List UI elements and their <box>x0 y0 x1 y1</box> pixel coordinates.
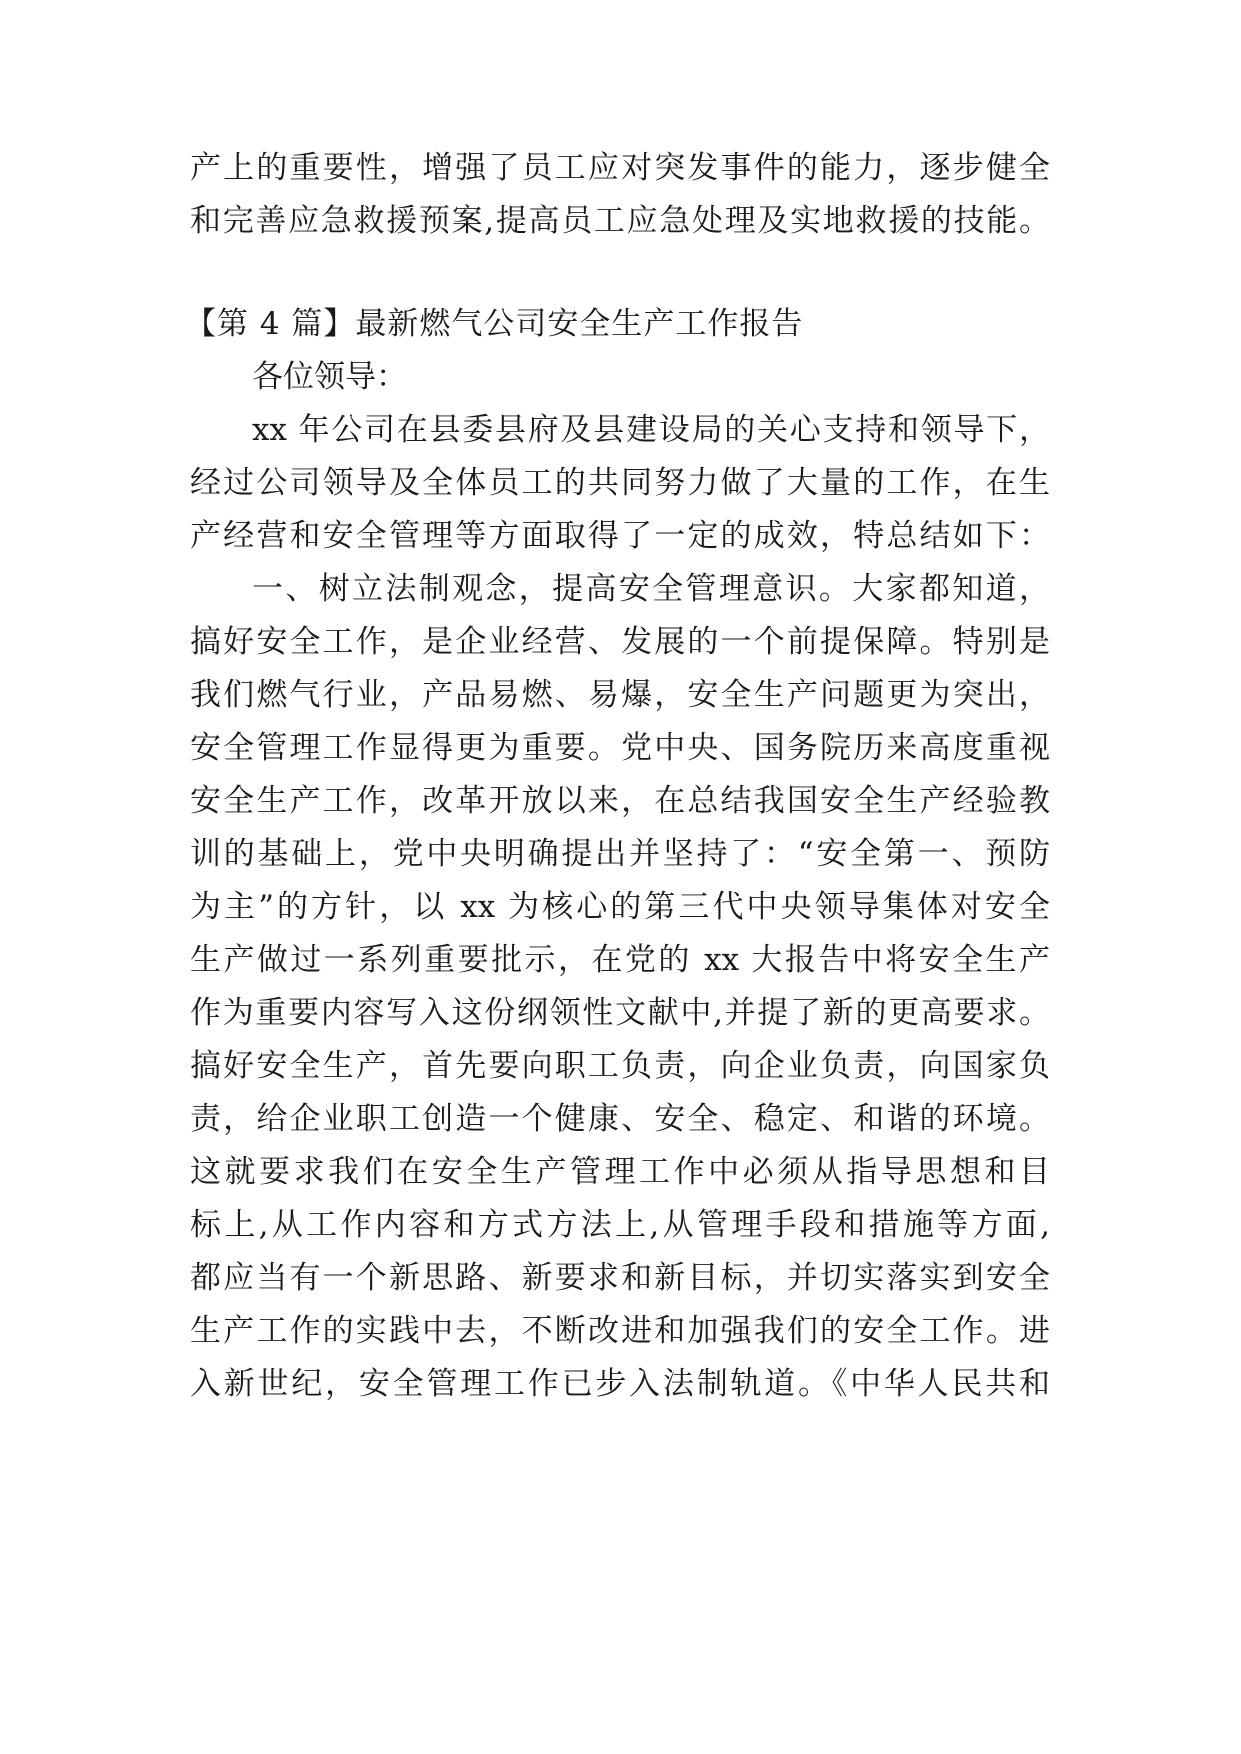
paragraph2-line-3: 我们燃气行业，产品易燃、易爆，安全生产问题更为突出， <box>190 677 1050 713</box>
paragraph2-line-8: 生产做过一系列重要批示，在党的 xx 大报告中将安全生产 <box>190 942 1050 978</box>
paragraph1-line-2: 经过公司领导及全体员工的共同努力做了大量的工作，在生 <box>190 465 1050 501</box>
paragraph2-line-2: 搞好安全工作，是企业经营、发展的一个前提保障。特别是 <box>190 624 1050 660</box>
paragraph2-line-9: 作为重要内容写入这份纲领性文献中,并提了新的更高要求。 <box>190 995 1050 1031</box>
paragraph2-line-11: 责，给企业职工创造一个健康、安全、稳定、和谐的环境。 <box>190 1101 1050 1137</box>
carryover-line-2: 和完善应急救援预案,提高员工应急处理及实地救援的技能。 <box>190 203 1050 239</box>
paragraph2-line-15: 生产工作的实践中去，不断改进和加强我们的安全工作。进 <box>190 1313 1050 1349</box>
carryover-line-1: 产上的重要性，增强了员工应对突发事件的能力，逐步健全 <box>190 150 1050 186</box>
article-heading: 【第 4 篇】最新燃气公司安全生产工作报告 <box>185 306 804 342</box>
paragraph2-line-6: 训的基础上，党中央明确提出并坚持了：“安全第一、预防 <box>190 836 1050 872</box>
paragraph2-line-16: 入新世纪，安全管理工作已步入法制轨道。《中华人民共和 <box>190 1366 1050 1402</box>
paragraph2-line-14: 都应当有一个新思路、新要求和新目标，并切实落实到安全 <box>190 1260 1050 1296</box>
paragraph2-line-1: 一、树立法制观念，提高安全管理意识。大家都知道， <box>252 571 1050 607</box>
paragraph2-line-13: 标上,从工作内容和方式方法上,从管理手段和措施等方面, <box>190 1207 1050 1243</box>
paragraph2-line-4: 安全管理工作显得更为重要。党中央、国务院历来高度重视 <box>190 730 1050 766</box>
paragraph1-line-1: xx 年公司在县委县府及县建设局的关心支持和领导下， <box>252 412 1050 448</box>
salutation: 各位领导： <box>252 359 407 395</box>
paragraph2-line-7: 为主”的方针，以 xx 为核心的第三代中央领导集体对安全 <box>190 889 1050 925</box>
paragraph2-line-10: 搞好安全生产，首先要向职工负责，向企业负责，向国家负 <box>190 1048 1050 1084</box>
paragraph1-line-3: 产经营和安全管理等方面取得了一定的成效，特总结如下： <box>190 518 1050 554</box>
paragraph2-line-12: 这就要求我们在安全生产管理工作中必须从指导思想和目 <box>190 1154 1050 1190</box>
paragraph2-line-5: 安全生产工作，改革开放以来，在总结我国安全生产经验教 <box>190 783 1050 819</box>
